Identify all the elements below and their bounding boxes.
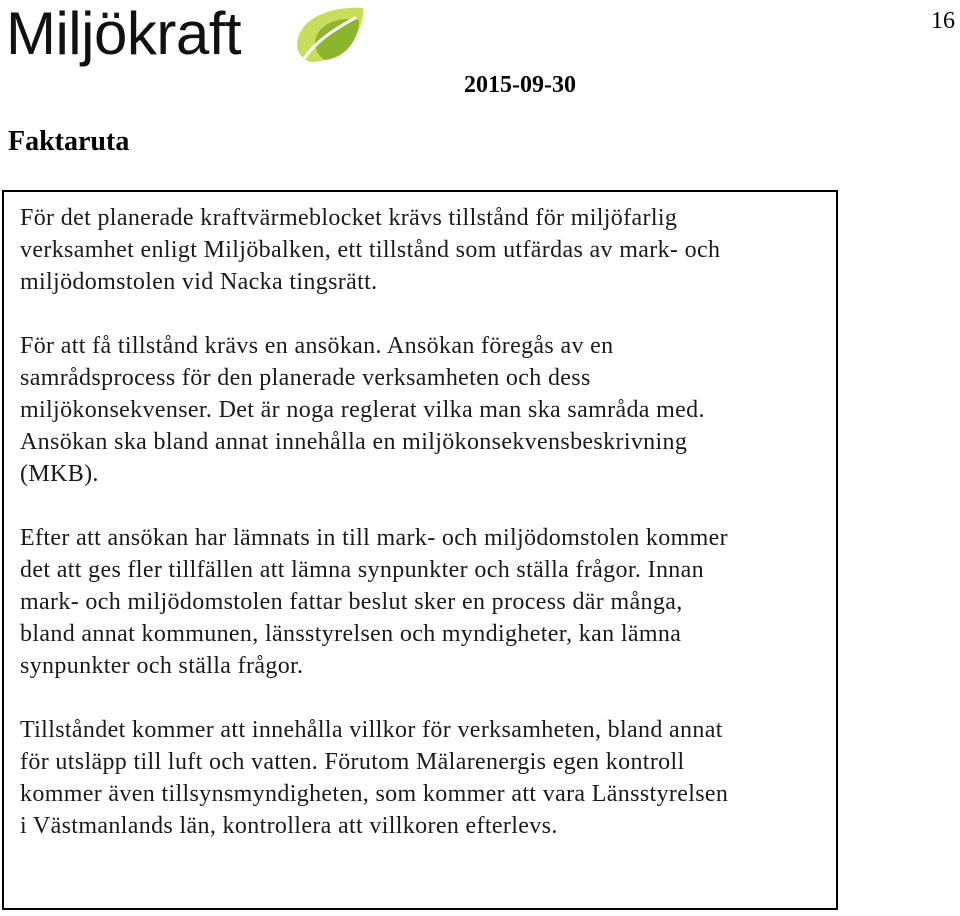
leaf-icon — [289, 2, 371, 70]
document-date: 2015-09-30 — [464, 72, 576, 98]
fact-box-title: Faktaruta — [8, 126, 130, 157]
fact-paragraph-conditions: Tillståndet kommer att innehålla villkor för verksamheten, bland annat för utsläpp till luft och vatten. Förutom Mälarenergis egen kontroll kommer även tillsynsmyndigheten, som kommer att vara Länsstyrelsen i Västmanlands län, kontrollera att villkoren efterlevs. — [20, 717, 729, 839]
fact-paragraph-permit: För det planerade kraftvärmeblocket krävs tillstånd för miljöfarlig verksamhet enligt Miljöbalken, ett tillstånd som utfärdas av mark- och miljödomstolen vid Nacka tingsrätt. — [20, 205, 721, 295]
logo-wordmark: Miljökraft — [6, 0, 242, 67]
page-number: 16 — [931, 8, 955, 34]
fact-paragraph-process: Efter att ansökan har lämnats in till mark- och miljödomstolen kommer det att ges fler tillfällen att lämna synpunkter och ställa frågor. Innan mark- och miljödomstolen fattar beslut sker en process där många, bland annat kommunen, länsstyrelsen och myndigheter, kan lämna synpunkter och ställa frågor. — [20, 525, 728, 679]
fact-paragraph-application: För att få tillstånd krävs en ansökan. Ansökan föregås av en samrådsprocess för den planerade verksamheten och dess miljökonsekvenser. Det är noga reglerat vilka man ska samråda med. Ansökan ska bland annat innehålla en miljökonsekvensbeskrivning (MKB). — [20, 333, 705, 487]
company-logo — [6, 0, 371, 78]
